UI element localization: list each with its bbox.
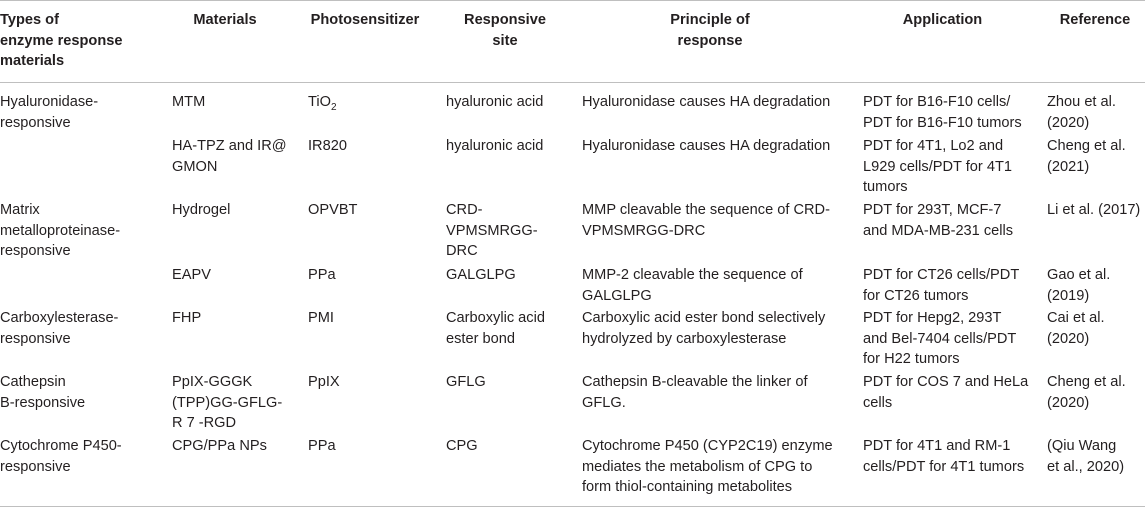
cell-site: Carboxylic acid ester bond bbox=[446, 310, 545, 347]
cell-reference: Cheng et al. (2020) bbox=[1047, 374, 1126, 411]
cell-application: PDT for Hepg2, 293T and Bel-7404 cells/PDT for H22 tumors bbox=[863, 310, 1017, 367]
cell-materials: CPG/PPa NPs bbox=[172, 438, 267, 454]
cell-photosensitizer: PMI bbox=[308, 310, 334, 326]
cell-site: hyaluronic acid bbox=[446, 94, 544, 110]
cell-site: CRD- VPMSMRGG- DRC bbox=[446, 202, 538, 259]
cell-application: PDT for COS 7 and HeLa cells bbox=[863, 374, 1029, 411]
cell-principle: Carboxylic acid ester bond selectively hydrolyzed by carboxylesterase bbox=[582, 310, 826, 347]
cell-materials: FHP bbox=[172, 310, 202, 326]
cell-reference: Cheng et al. (2021) bbox=[1047, 138, 1126, 175]
photosensitizer-base: TiO bbox=[308, 94, 331, 110]
cell-photosensitizer: PpIX bbox=[308, 374, 340, 390]
cell-site: hyaluronic acid bbox=[446, 138, 544, 154]
cell-photosensitizer: PPa bbox=[308, 267, 336, 283]
cell-principle: Cathepsin B-cleavable the linker of GFLG. bbox=[582, 374, 808, 411]
header-responsive-site: Responsive site bbox=[464, 12, 546, 49]
cell-type: Cytochrome P450- responsive bbox=[0, 438, 122, 475]
header-reference: Reference bbox=[1059, 12, 1131, 28]
cell-application: PDT for 4T1 and RM-1 cells/PDT for 4T1 tumors bbox=[863, 438, 1025, 475]
cell-application: PDT for 4T1, Lo2 and L929 cells/PDT for 4T1 tumors bbox=[863, 138, 1012, 195]
header-photosensitizer: Photosensitizer bbox=[310, 12, 420, 28]
cell-materials: EAPV bbox=[172, 267, 211, 283]
cell-type: Matrix metalloproteinase- responsive bbox=[0, 202, 121, 259]
cell-type: Cathepsin B-responsive bbox=[0, 374, 86, 411]
cell-application: PDT for B16-F10 cells/ PDT for B16-F10 tumors bbox=[863, 94, 1022, 131]
photosensitizer-subscript: 2 bbox=[330, 101, 337, 113]
cell-principle: Hyaluronidase causes HA degradation bbox=[582, 138, 831, 154]
cell-photosensitizer: OPVBT bbox=[308, 202, 358, 218]
cell-type: Hyaluronidase- responsive bbox=[0, 94, 99, 131]
header-materials: Materials bbox=[193, 12, 257, 28]
cell-reference: (Qiu Wang et al., 2020) bbox=[1047, 438, 1125, 475]
cell-principle: MMP-2 cleavable the sequence of GALGLPG bbox=[582, 267, 803, 304]
cell-application: PDT for 293T, MCF-7 and MDA-MB-231 cells bbox=[863, 202, 1014, 239]
cell-site: GFLG bbox=[446, 374, 486, 390]
header-rule bbox=[0, 82, 1145, 83]
cell-photosensitizer bbox=[308, 92, 428, 118]
cell-reference: Gao et al. (2019) bbox=[1047, 267, 1111, 304]
header-application: Application bbox=[902, 12, 983, 28]
cell-type: Carboxylesterase- responsive bbox=[0, 310, 119, 347]
cell-principle: Cytochrome P450 (CYP2C19) enzyme mediates the metabolism of CPG to form thiol-containing metabolites bbox=[582, 438, 833, 495]
cell-principle: MMP cleavable the sequence of CRD- VPMSMRGG-DRC bbox=[582, 202, 830, 239]
cell-materials: Hydrogel bbox=[172, 202, 231, 218]
cell-photosensitizer: PPa bbox=[308, 438, 336, 454]
cell-reference: Zhou et al. (2020) bbox=[1047, 94, 1116, 131]
table-top-rule bbox=[0, 0, 1145, 1]
header-type: Types of enzyme response materials bbox=[0, 12, 123, 69]
cell-site: GALGLPG bbox=[446, 267, 516, 283]
cell-materials: MTM bbox=[172, 94, 206, 110]
table-bottom-rule bbox=[0, 506, 1145, 507]
cell-reference: Cai et al. (2020) bbox=[1047, 310, 1105, 347]
cell-materials: PpIX-GGGK (TPP)GG-GFLG- R 7 -RGD bbox=[172, 374, 283, 431]
cell-principle: Hyaluronidase causes HA degradation bbox=[582, 94, 831, 110]
cell-application: PDT for CT26 cells/PDT for CT26 tumors bbox=[863, 267, 1020, 304]
cell-site: CPG bbox=[446, 438, 478, 454]
header-principle: Principle of response bbox=[670, 12, 750, 49]
cell-photosensitizer: IR820 bbox=[308, 138, 347, 154]
cell-materials: HA-TPZ and IR@ GMON bbox=[172, 138, 287, 175]
cell-reference: Li et al. (2017) bbox=[1047, 202, 1141, 218]
